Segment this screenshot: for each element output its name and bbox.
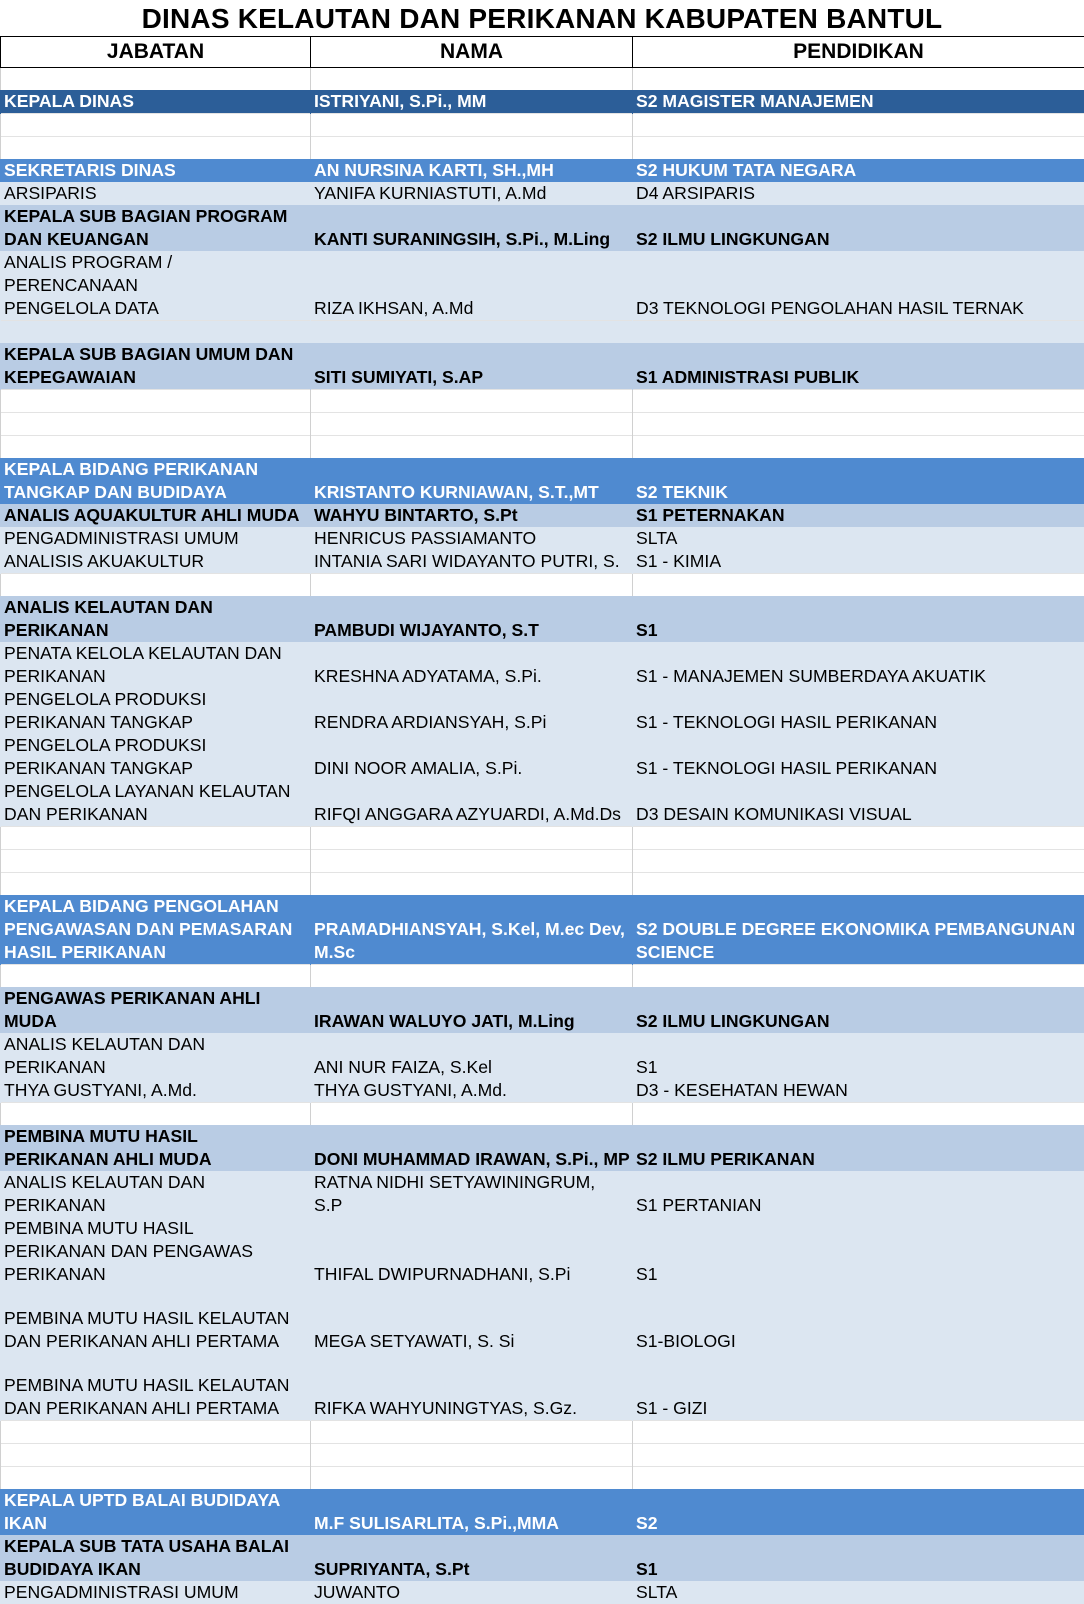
table-row	[1, 1581, 1084, 1604]
table-row	[1, 1286, 1084, 1353]
cell-pendidikan: D3 TEKNOLOGI PENGOLAHAN HASIL TERNAK	[633, 251, 1084, 321]
cell-jabatan	[1, 1103, 311, 1126]
table-row	[1, 734, 1084, 780]
table-row	[1, 574, 1084, 597]
cell-nama	[311, 873, 633, 896]
cell-nama: KRESHNA ADYATAMA, S.Pi.	[311, 642, 633, 688]
table-row	[1, 114, 1084, 137]
cell-nama: DONI MUHAMMAD IRAWAN, S.Pi., MP	[311, 1125, 633, 1171]
cell-jabatan	[1, 1443, 311, 1466]
table-row	[1, 1535, 1084, 1581]
cell-pendidikan: S1 ADMINISTRASI PUBLIK	[633, 343, 1084, 390]
cell-nama: THIFAL DWIPURNADHANI, S.Pi	[311, 1217, 633, 1286]
cell-pendidikan	[633, 114, 1084, 137]
table-row	[1, 321, 1084, 344]
cell-jabatan: ANALIS PROGRAM / PERENCANAAN PENGELOLA DATA	[1, 251, 311, 321]
table-row	[1, 1103, 1084, 1126]
cell-nama	[311, 436, 633, 459]
cell-jabatan: ANALIS KELAUTAN DAN PERIKANAN	[1, 596, 311, 642]
cell-pendidikan	[633, 68, 1084, 91]
table-header-row	[1, 37, 1084, 68]
table-row	[1, 527, 1084, 550]
staff-table	[0, 36, 1084, 1604]
cell-jabatan	[1, 114, 311, 137]
cell-pendidikan: SLTA	[633, 1581, 1084, 1604]
cell-jabatan: PENATA KELOLA KELAUTAN DAN PERIKANAN	[1, 642, 311, 688]
table-row	[1, 68, 1084, 91]
table-row	[1, 1079, 1084, 1103]
table-row	[1, 1420, 1084, 1443]
cell-jabatan	[1, 1466, 311, 1489]
table-row	[1, 458, 1084, 504]
table-row	[1, 182, 1084, 205]
cell-pendidikan: S2	[633, 1489, 1084, 1535]
cell-pendidikan	[633, 873, 1084, 896]
cell-pendidikan: S1	[633, 1535, 1084, 1581]
cell-nama: ISTRIYANI, S.Pi., MM	[311, 90, 633, 114]
cell-jabatan: ANALIS KELAUTAN DAN PERIKANAN	[1, 1033, 311, 1079]
cell-pendidikan	[633, 850, 1084, 873]
table-row	[1, 827, 1084, 850]
cell-nama: SITI SUMIYATI, S.AP	[311, 343, 633, 390]
table-row	[1, 850, 1084, 873]
cell-pendidikan: S1	[633, 1217, 1084, 1286]
cell-nama: KRISTANTO KURNIAWAN, S.T.,MT	[311, 458, 633, 504]
table-row	[1, 504, 1084, 527]
cell-jabatan	[1, 436, 311, 459]
cell-pendidikan	[633, 1420, 1084, 1443]
cell-jabatan: KEPALA UPTD BALAI BUDIDAYA IKAN	[1, 1489, 311, 1535]
cell-jabatan: ANALIS AQUAKULTUR AHLI MUDA	[1, 504, 311, 527]
cell-nama: RIFQI ANGGARA AZYUARDI, A.Md.Ds	[311, 780, 633, 827]
cell-pendidikan	[633, 390, 1084, 413]
table-row	[1, 1353, 1084, 1420]
cell-nama	[311, 137, 633, 160]
cell-jabatan: PENGAWAS PERIKANAN AHLI MUDA	[1, 987, 311, 1033]
cell-pendidikan	[633, 827, 1084, 850]
table-row	[1, 90, 1084, 114]
cell-pendidikan: S2 TEKNIK	[633, 458, 1084, 504]
table-row	[1, 987, 1084, 1033]
cell-pendidikan	[633, 137, 1084, 160]
cell-nama: INTANIA SARI WIDAYANTO PUTRI, S.	[311, 550, 633, 574]
cell-jabatan: KEPALA SUB BAGIAN PROGRAM DAN KEUANGAN	[1, 205, 311, 251]
cell-pendidikan: D4 ARSIPARIS	[633, 182, 1084, 205]
cell-nama: PRAMADHIANSYAH, S.Kel, M.ec Dev, M.Sc	[311, 895, 633, 965]
cell-jabatan: KEPALA BIDANG PERIKANAN TANGKAP DAN BUDIDAYA	[1, 458, 311, 504]
cell-pendidikan: S1	[633, 1033, 1084, 1079]
cell-pendidikan: S1 - MANAJEMEN SUMBERDAYA AKUATIK	[633, 642, 1084, 688]
cell-pendidikan: SLTA	[633, 527, 1084, 550]
cell-pendidikan	[633, 436, 1084, 459]
page-title: DINAS KELAUTAN DAN PERIKANAN KABUPATEN BANTUL	[0, 0, 1084, 36]
cell-pendidikan: D3 - KESEHATAN HEWAN	[633, 1079, 1084, 1103]
cell-nama	[311, 827, 633, 850]
cell-pendidikan: S2 ILMU PERIKANAN	[633, 1125, 1084, 1171]
cell-nama: IRAWAN WALUYO JATI, M.Ling	[311, 987, 633, 1033]
table-row	[1, 780, 1084, 827]
cell-nama: HENRICUS PASSIAMANTO	[311, 527, 633, 550]
cell-pendidikan	[633, 1443, 1084, 1466]
cell-pendidikan: S1-BIOLOGI	[633, 1286, 1084, 1353]
cell-jabatan: SEKRETARIS DINAS	[1, 159, 311, 182]
cell-pendidikan: S2 ILMU LINGKUNGAN	[633, 987, 1084, 1033]
cell-pendidikan: D3 DESAIN KOMUNIKASI VISUAL	[633, 780, 1084, 827]
cell-jabatan	[1, 390, 311, 413]
table-row	[1, 642, 1084, 688]
cell-jabatan	[1, 574, 311, 597]
cell-jabatan	[1, 965, 311, 988]
cell-jabatan	[1, 873, 311, 896]
table-row	[1, 159, 1084, 182]
cell-nama	[311, 1420, 633, 1443]
cell-jabatan: PEMBINA MUTU HASIL PERIKANAN DAN PENGAWAS PERIKANAN	[1, 1217, 311, 1286]
cell-jabatan	[1, 850, 311, 873]
column-header-pendidikan: PENDIDIKAN	[633, 37, 1084, 68]
cell-pendidikan: S1 - TEKNOLOGI HASIL PERIKANAN	[633, 734, 1084, 780]
cell-nama	[311, 114, 633, 137]
cell-jabatan: PENGADMINISTRASI UMUM	[1, 1581, 311, 1604]
cell-nama: PAMBUDI WIJAYANTO, S.T	[311, 596, 633, 642]
table-row	[1, 1125, 1084, 1171]
cell-nama: RENDRA ARDIANSYAH, S.Pi	[311, 688, 633, 734]
cell-pendidikan: S1 PETERNAKAN	[633, 504, 1084, 527]
cell-jabatan: ARSIPARIS	[1, 182, 311, 205]
cell-nama: WAHYU BINTARTO, S.Pt	[311, 504, 633, 527]
table-row	[1, 1171, 1084, 1217]
cell-pendidikan	[633, 965, 1084, 988]
cell-jabatan: ANALISIS AKUAKULTUR	[1, 550, 311, 574]
cell-jabatan: ANALIS KELAUTAN DAN PERIKANAN	[1, 1171, 311, 1217]
cell-pendidikan	[633, 321, 1084, 344]
cell-nama: M.F SULISARLITA, S.Pi.,MMA	[311, 1489, 633, 1535]
cell-nama	[311, 850, 633, 873]
cell-pendidikan: S1 PERTANIAN	[633, 1171, 1084, 1217]
cell-nama: DINI NOOR AMALIA, S.Pi.	[311, 734, 633, 780]
cell-pendidikan: S1	[633, 596, 1084, 642]
cell-jabatan: KEPALA SUB TATA USAHA BALAI BUDIDAYA IKAN	[1, 1535, 311, 1581]
cell-jabatan	[1, 1420, 311, 1443]
cell-jabatan: PEMBINA MUTU HASIL KELAUTAN DAN PERIKANAN AHLI PERTAMA	[1, 1353, 311, 1420]
cell-pendidikan: S1 - GIZI	[633, 1353, 1084, 1420]
cell-pendidikan: S2 MAGISTER MANAJEMEN	[633, 90, 1084, 114]
cell-nama: ANI NUR FAIZA, S.Kel	[311, 1033, 633, 1079]
cell-nama: MEGA SETYAWATI, S. Si	[311, 1286, 633, 1353]
cell-nama	[311, 68, 633, 91]
cell-pendidikan: S2 DOUBLE DEGREE EKONOMIKA PEMBANGUNAN SCIENCE	[633, 895, 1084, 965]
cell-jabatan	[1, 413, 311, 436]
table-row	[1, 1466, 1084, 1489]
cell-jabatan: PEMBINA MUTU HASIL KELAUTAN DAN PERIKANAN AHLI PERTAMA	[1, 1286, 311, 1353]
cell-nama: YANIFA KURNIASTUTI, A.Md	[311, 182, 633, 205]
cell-jabatan: PENGELOLA LAYANAN KELAUTAN DAN PERIKANAN	[1, 780, 311, 827]
table-row	[1, 436, 1084, 459]
cell-jabatan: PENGADMINISTRASI UMUM	[1, 527, 311, 550]
table-row	[1, 137, 1084, 160]
cell-jabatan	[1, 321, 311, 344]
cell-jabatan	[1, 827, 311, 850]
table-row	[1, 1217, 1084, 1286]
table-row	[1, 873, 1084, 896]
table-row	[1, 550, 1084, 574]
table-row	[1, 205, 1084, 251]
cell-nama	[311, 390, 633, 413]
cell-pendidikan: S1 - TEKNOLOGI HASIL PERIKANAN	[633, 688, 1084, 734]
cell-jabatan: PENGELOLA PRODUKSI PERIKANAN TANGKAP	[1, 688, 311, 734]
table-row	[1, 1489, 1084, 1535]
cell-jabatan: KEPALA BIDANG PENGOLAHAN PENGAWASAN DAN PEMASARAN HASIL PERIKANAN	[1, 895, 311, 965]
cell-pendidikan	[633, 413, 1084, 436]
cell-nama: JUWANTO	[311, 1581, 633, 1604]
cell-nama	[311, 1103, 633, 1126]
table-row	[1, 596, 1084, 642]
cell-nama	[311, 965, 633, 988]
cell-pendidikan: S1 - KIMIA	[633, 550, 1084, 574]
table-row	[1, 965, 1084, 988]
cell-nama	[311, 413, 633, 436]
cell-pendidikan	[633, 574, 1084, 597]
cell-pendidikan	[633, 1466, 1084, 1489]
cell-pendidikan: S2 HUKUM TATA NEGARA	[633, 159, 1084, 182]
cell-nama: THYA GUSTYANI, A.Md.	[311, 1079, 633, 1103]
cell-nama: RATNA NIDHI SETYAWININGRUM, S.P	[311, 1171, 633, 1217]
cell-nama: KANTI SURANINGSIH, S.Pi., M.Ling	[311, 205, 633, 251]
table-row	[1, 1443, 1084, 1466]
table-row	[1, 688, 1084, 734]
cell-nama	[311, 1466, 633, 1489]
cell-jabatan: KEPALA DINAS	[1, 90, 311, 114]
cell-nama: RIZA IKHSAN, A.Md	[311, 251, 633, 321]
cell-nama	[311, 574, 633, 597]
cell-nama: AN NURSINA KARTI, SH.,MH	[311, 159, 633, 182]
cell-jabatan	[1, 137, 311, 160]
cell-nama: RIFKA WAHYUNINGTYAS, S.Gz.	[311, 1353, 633, 1420]
cell-jabatan: PEMBINA MUTU HASIL PERIKANAN AHLI MUDA	[1, 1125, 311, 1171]
cell-jabatan: PENGELOLA PRODUKSI PERIKANAN TANGKAP	[1, 734, 311, 780]
table-row	[1, 251, 1084, 321]
column-header-nama: NAMA	[311, 37, 633, 68]
cell-pendidikan	[633, 1103, 1084, 1126]
table-row	[1, 390, 1084, 413]
table-row	[1, 1033, 1084, 1079]
cell-nama	[311, 321, 633, 344]
table-row	[1, 343, 1084, 390]
table-row	[1, 895, 1084, 965]
cell-jabatan	[1, 68, 311, 91]
column-header-jabatan: JABATAN	[1, 37, 311, 68]
cell-jabatan: KEPALA SUB BAGIAN UMUM DAN KEPEGAWAIAN	[1, 343, 311, 390]
cell-nama	[311, 1443, 633, 1466]
cell-pendidikan: S2 ILMU LINGKUNGAN	[633, 205, 1084, 251]
cell-jabatan: THYA GUSTYANI, A.Md.	[1, 1079, 311, 1103]
cell-nama: SUPRIYANTA, S.Pt	[311, 1535, 633, 1581]
table-row	[1, 413, 1084, 436]
